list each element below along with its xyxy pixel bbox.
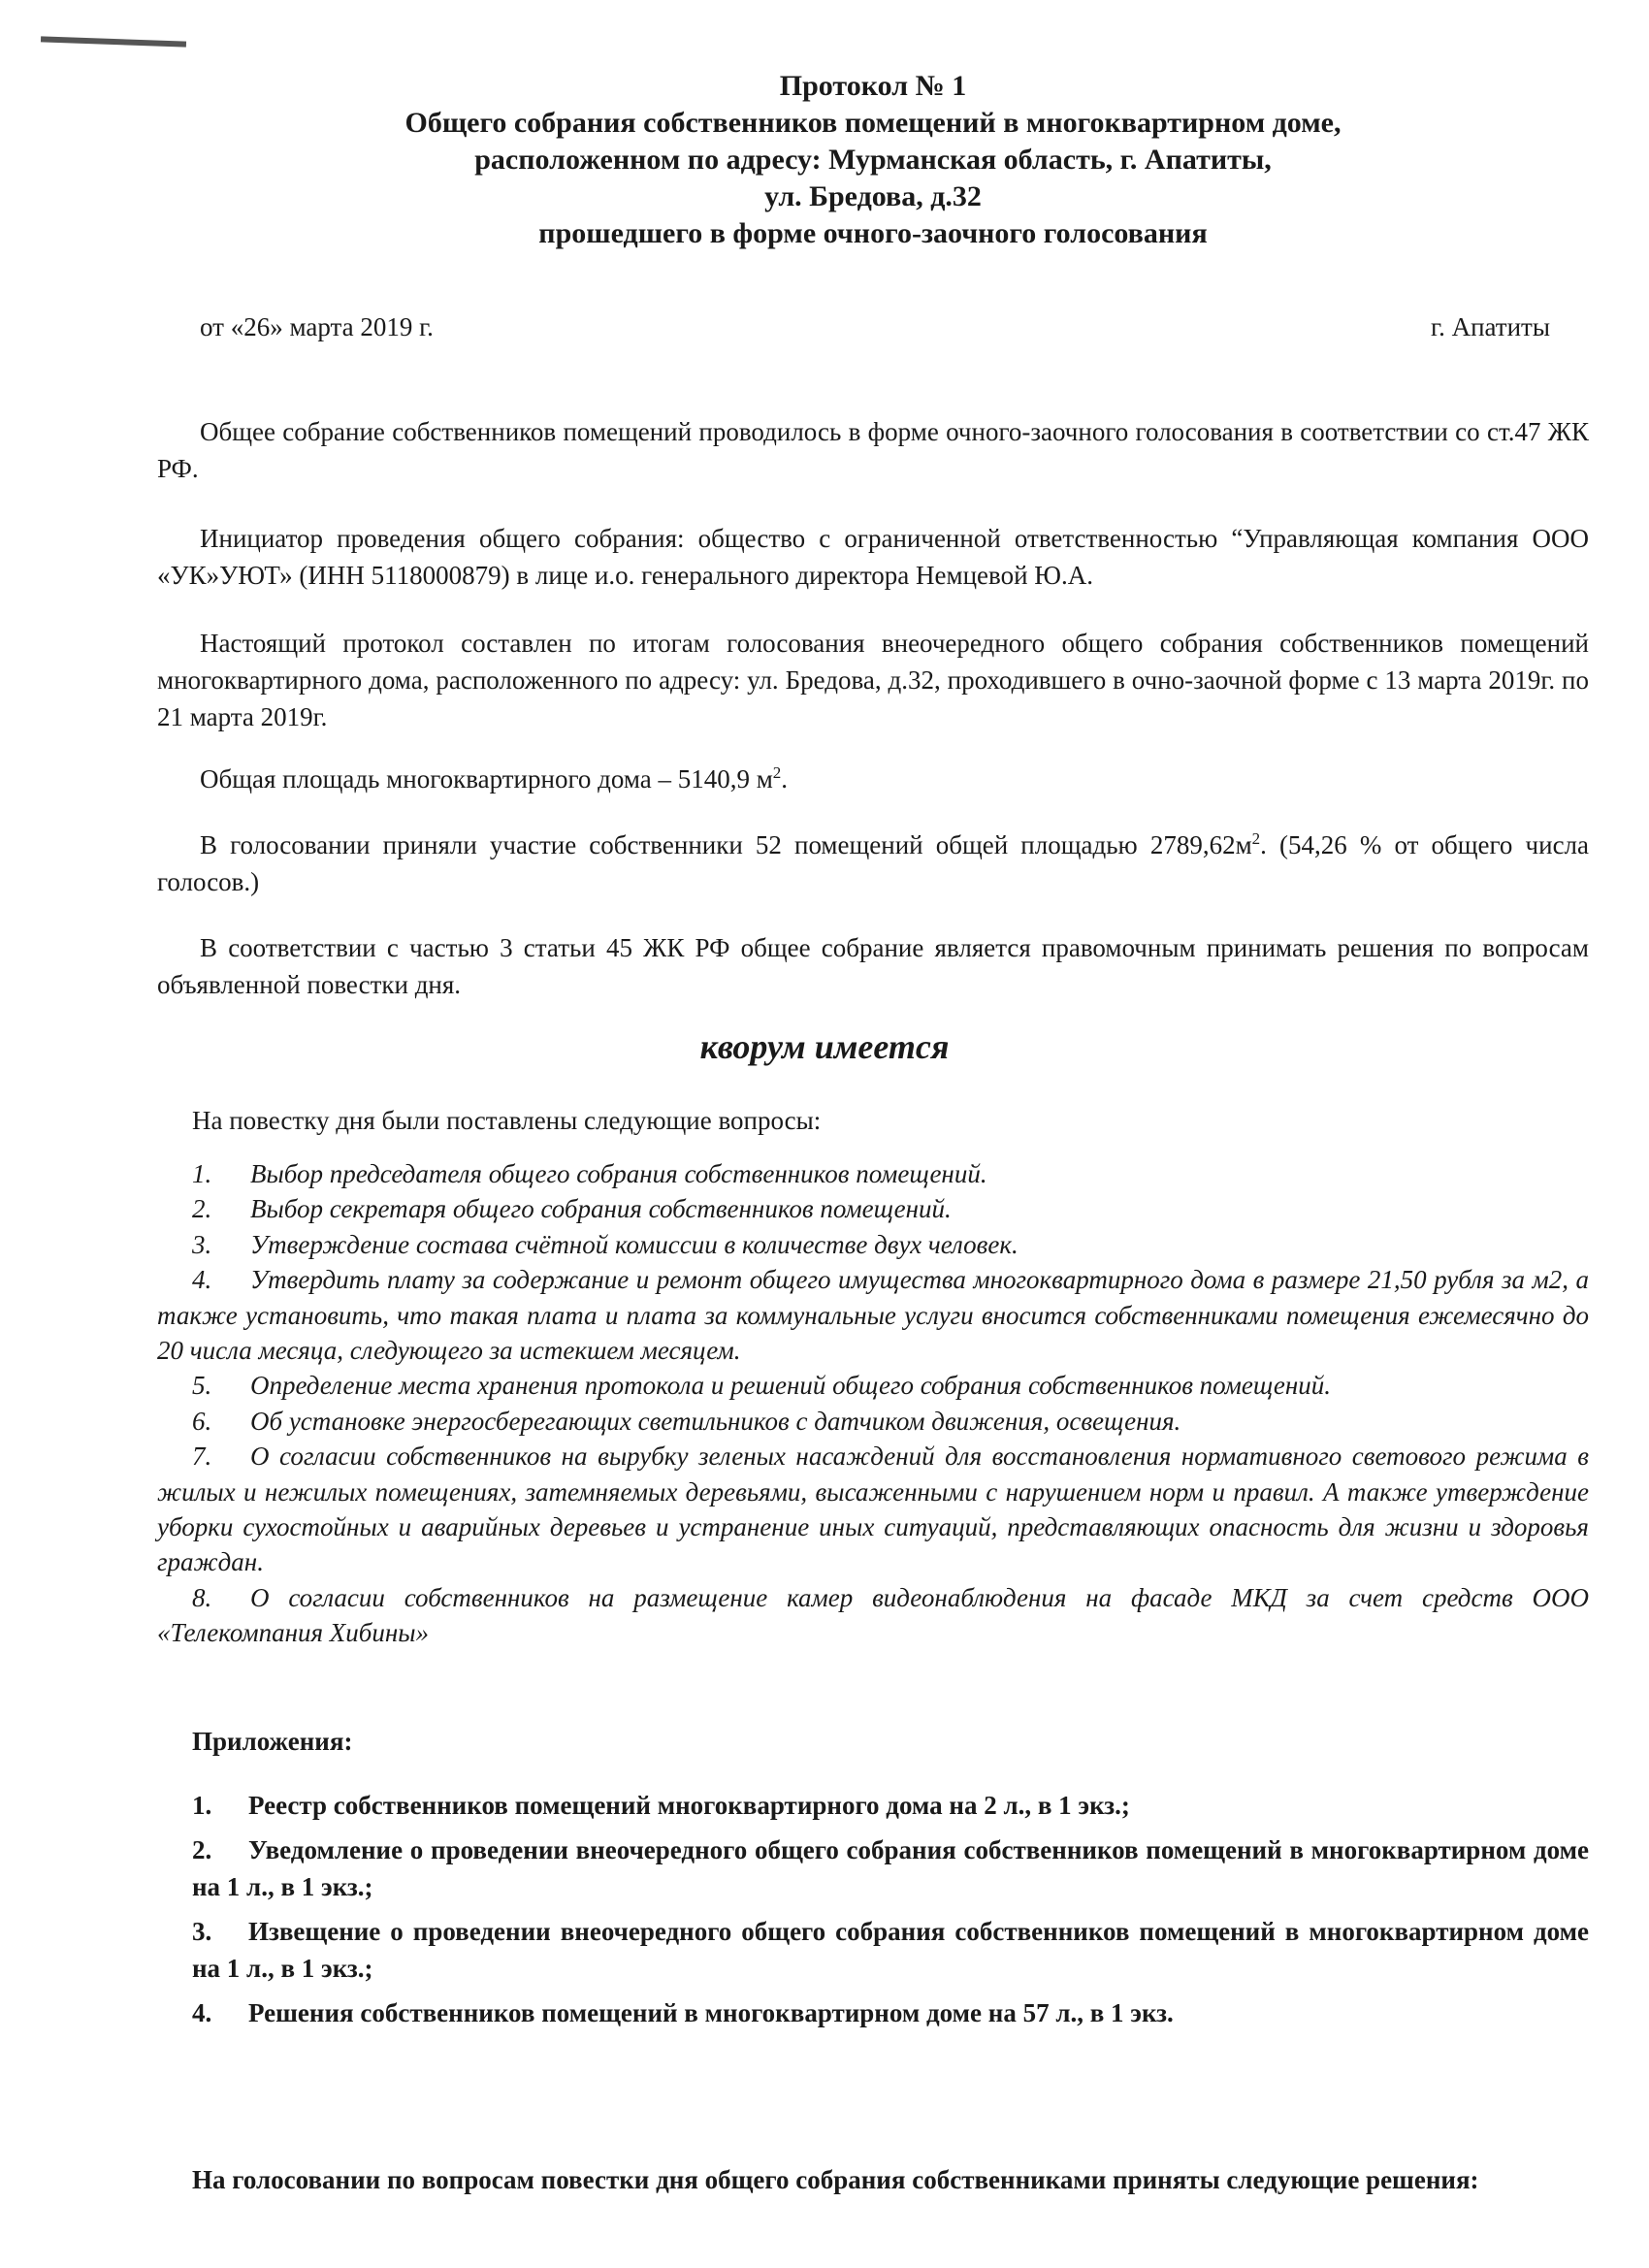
agenda-item: [157, 1580, 1589, 1651]
quorum-heading: кворум имеется: [699, 1027, 950, 1066]
scan-artifact-mark: [41, 36, 186, 47]
paragraph-summary: Настоящий протокол составлен по итогам голосования внеочередного общего собрания собственников помещений многоквартирного дома, расположенного по адресу: ул. Бредова, д.32, проходившего в очно-заочной форме с 13 марта 2019г. по 21 марта 2019г.: [157, 629, 1589, 731]
header-line-5: прошедшего в форме очного-заочного голосования: [538, 217, 1208, 249]
appendix-item-number: 4.: [192, 1998, 212, 2027]
agenda-item-text: Утверждение состава счётной комиссии в количестве двух человек.: [250, 1229, 1018, 1259]
participation-text: В голосовании приняли участие собственники 52 помещений общей площадью 2789,62м: [200, 830, 1252, 859]
appendix-item: [192, 1831, 1589, 1905]
paragraph-form: Общее собрание собственников помещений проводилось в форме очного-заочного голосования в соответствии со ст.47 ЖК РФ.: [157, 417, 1589, 483]
header-line-2: Общего собрания собственников помещений в многоквартирном доме,: [404, 107, 1342, 139]
agenda-item: [157, 1404, 1589, 1439]
final-statement: На голосовании по вопросам повестки дня общего собрания собственниками приняты следующие решения:: [192, 2165, 1479, 2194]
appendices-list: [192, 1787, 1589, 2039]
agenda-item: [157, 1439, 1589, 1580]
agenda-item-text: О согласии собственников на вырубку зеленых насаждений для восстановления нормативного светового режима в жилых и нежилых помещениях, затемняемых деревьями, высаженными с нарушением норм и правил. А также утверждение уборки сухостойных и аварийных деревьев и устранение иных ситуаций, представляющих опасность для жизни и здоровья граждан.: [157, 1442, 1589, 1577]
participation-end: . (54,26 % от общего числа голосов.): [157, 830, 1590, 896]
agenda-item-text: О согласии собственников на размещение камер видеонаблюдения на фасаде МКД за счет средств ООО «Телекомпания Хибины»: [157, 1582, 1589, 1648]
agenda-item: [157, 1156, 1589, 1191]
participation-sup: 2: [1251, 829, 1261, 848]
agenda-item-number: 5.: [192, 1371, 212, 1401]
appendix-item-text: Решения собственников помещений в многоквартирном доме на 57 л., в 1 экз.: [248, 1998, 1174, 2027]
agenda-item-text: Выбор председателя общего собрания собственников помещений.: [250, 1159, 987, 1188]
agenda-item: [157, 1191, 1589, 1226]
document-city: г. Апатиты: [1431, 312, 1550, 341]
agenda-list: [157, 1156, 1589, 1651]
appendix-item-number: 2.: [192, 1835, 212, 1864]
appendix-item: [192, 1787, 1589, 1824]
agenda-item: [157, 1262, 1589, 1368]
agenda-item-text: Утвердить плату за содержание и ремонт общего имущества многоквартирного дома в размере 21,50 рубля за м2, а также установить, что такая плата и плата за коммунальные услуги вносится собственниками помещения ежемесячно до 20 числа месяца, следующего за истекшем месяцем.: [157, 1265, 1589, 1366]
agenda-item-text: Определение места хранения протокола и решений общего собрания собственников помещений.: [250, 1371, 1332, 1401]
agenda-item-text: Выбор секретаря общего собрания собственников помещений.: [250, 1194, 952, 1224]
appendices-title: Приложения:: [192, 1727, 353, 1756]
total-area-text: Общая площадь многоквартирного дома – 5140,9 м: [200, 764, 773, 794]
appendix-item: [192, 1913, 1589, 1987]
document-date: от «26» марта 2019 г.: [200, 312, 434, 341]
appendix-item-text: Уведомление о проведении внеочередного общего собрания собственников помещений в многоквартирном доме на 1 л., в 1 экз.;: [192, 1835, 1589, 1901]
agenda-intro: На повестку дня были поставлены следующие вопросы:: [192, 1106, 822, 1135]
agenda-item-number: 4.: [192, 1265, 212, 1295]
agenda-item-number: 8.: [192, 1582, 212, 1612]
agenda-item: [157, 1368, 1589, 1403]
agenda-item-number: 1.: [192, 1159, 212, 1188]
paragraph-participation: [157, 826, 1589, 900]
appendix-item-number: 1.: [192, 1791, 212, 1820]
agenda-item-number: 3.: [192, 1229, 212, 1259]
total-area-sup: 2: [772, 763, 782, 782]
appendix-item-text: Реестр собственников помещений многоквартирного дома на 2 л., в 1 экз.;: [248, 1791, 1130, 1820]
paragraph-total-area: [157, 761, 1589, 797]
appendix-item-number: 3.: [192, 1917, 212, 1946]
header-line-4: ул. Бредова, д.32: [764, 180, 982, 212]
protocol-number: Протокол № 1: [779, 70, 967, 102]
agenda-item-number: 2.: [192, 1194, 212, 1224]
agenda-item: [157, 1227, 1589, 1262]
agenda-item-number: 7.: [192, 1442, 212, 1472]
appendix-item: [192, 1994, 1589, 2031]
appendix-item-text: Извещение о проведении внеочередного общего собрания собственников помещений в многоквартирном доме на 1 л., в 1 экз.;: [192, 1917, 1589, 1983]
paragraph-legitimacy: В соответствии с частью 3 статьи 45 ЖК РФ общее собрание является правомочным принимать решения по вопросам объявленной повестки дня.: [157, 933, 1589, 999]
total-area-end: .: [781, 764, 789, 794]
agenda-item-number: 6.: [192, 1406, 212, 1436]
paragraph-initiator: Инициатор проведения общего собрания: общество с ограниченной ответственностью “Управляющая компания ООО «УК»УЮТ» (ИНН 5118000879) в лице и.о. генерального директора Немцевой Ю.А.: [157, 524, 1589, 590]
header-line-3: расположенном по адресу: Мурманская область, г. Апатиты,: [474, 144, 1272, 176]
dateline: [200, 312, 1550, 342]
agenda-item-text: Об установке энергосберегающих светильников с датчиком движения, освещения.: [250, 1406, 1181, 1436]
document-header: [155, 68, 1591, 252]
